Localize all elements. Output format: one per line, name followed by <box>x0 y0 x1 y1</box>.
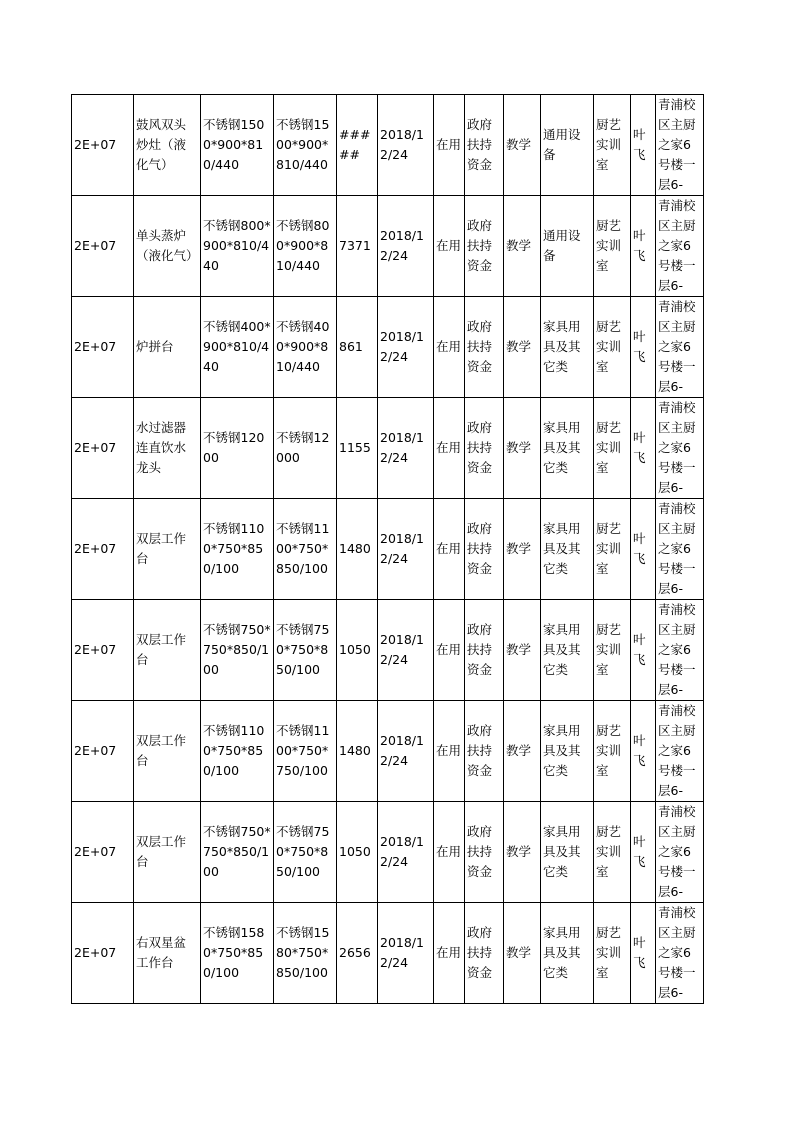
location-cell: 青浦校区主厨之家6号楼一层6- <box>656 903 704 1004</box>
usage-cell: 教学 <box>504 499 541 600</box>
location-cell: 青浦校区主厨之家6号楼一层6- <box>656 196 704 297</box>
funding-source-cell: 政府扶持资金 <box>465 802 504 903</box>
asset-id-cell: 2E+07 <box>72 196 134 297</box>
model-spec-cell: 不锈钢1100*750*750/100 <box>274 701 337 802</box>
model-spec-cell: 不锈钢400*900*810/440 <box>274 297 337 398</box>
material-spec-cell: 不锈钢750*750*850/100 <box>201 600 274 701</box>
location-cell: 青浦校区主厨之家6号楼一层6- <box>656 297 704 398</box>
acquired-date-cell: 2018/12/24 <box>378 499 434 600</box>
location-cell: 青浦校区主厨之家6号楼一层6- <box>656 600 704 701</box>
value-cell: 861 <box>337 297 378 398</box>
acquired-date-cell: 2018/12/24 <box>378 95 434 196</box>
acquired-date-cell: 2018/12/24 <box>378 297 434 398</box>
asset-id-cell: 2E+07 <box>72 398 134 499</box>
asset-name-cell: 双层工作台 <box>134 499 201 600</box>
usage-cell: 教学 <box>504 297 541 398</box>
status-cell: 在用 <box>434 196 465 297</box>
custodian-cell: 叶飞 <box>631 600 656 701</box>
material-spec-cell: 不锈钢12000 <box>201 398 274 499</box>
status-cell: 在用 <box>434 499 465 600</box>
status-cell: 在用 <box>434 297 465 398</box>
category-cell: 家具用具及其它类 <box>541 903 594 1004</box>
category-cell: 家具用具及其它类 <box>541 701 594 802</box>
asset-table-body <box>72 95 704 1004</box>
acquired-date-cell: 2018/12/24 <box>378 701 434 802</box>
value-cell: 1480 <box>337 499 378 600</box>
table-row <box>72 600 704 701</box>
location-cell: 青浦校区主厨之家6号楼一层6- <box>656 398 704 499</box>
material-spec-cell: 不锈钢1100*750*850/100 <box>201 499 274 600</box>
usage-cell: 教学 <box>504 701 541 802</box>
material-spec-cell: 不锈钢1580*750*850/100 <box>201 903 274 1004</box>
material-spec-cell: 不锈钢1100*750*850/100 <box>201 701 274 802</box>
custodian-cell: 叶飞 <box>631 701 656 802</box>
funding-source-cell: 政府扶持资金 <box>465 297 504 398</box>
department-cell: 厨艺实训室 <box>594 95 631 196</box>
department-cell: 厨艺实训室 <box>594 499 631 600</box>
funding-source-cell: 政府扶持资金 <box>465 95 504 196</box>
status-cell: 在用 <box>434 95 465 196</box>
value-cell: ##### <box>337 95 378 196</box>
material-spec-cell: 不锈钢1500*900*810/440 <box>201 95 274 196</box>
funding-source-cell: 政府扶持资金 <box>465 701 504 802</box>
asset-name-cell: 双层工作台 <box>134 802 201 903</box>
model-spec-cell: 不锈钢1580*750*850/100 <box>274 903 337 1004</box>
asset-id-cell: 2E+07 <box>72 701 134 802</box>
department-cell: 厨艺实训室 <box>594 297 631 398</box>
funding-source-cell: 政府扶持资金 <box>465 903 504 1004</box>
material-spec-cell: 不锈钢750*750*850/100 <box>201 802 274 903</box>
asset-id-cell: 2E+07 <box>72 499 134 600</box>
asset-id-cell: 2E+07 <box>72 802 134 903</box>
funding-source-cell: 政府扶持资金 <box>465 196 504 297</box>
category-cell: 通用设备 <box>541 95 594 196</box>
asset-id-cell: 2E+07 <box>72 903 134 1004</box>
department-cell: 厨艺实训室 <box>594 398 631 499</box>
custodian-cell: 叶飞 <box>631 903 656 1004</box>
material-spec-cell: 不锈钢400*900*810/440 <box>201 297 274 398</box>
value-cell: 1155 <box>337 398 378 499</box>
table-row <box>72 802 704 903</box>
category-cell: 通用设备 <box>541 196 594 297</box>
status-cell: 在用 <box>434 701 465 802</box>
category-cell: 家具用具及其它类 <box>541 398 594 499</box>
usage-cell: 教学 <box>504 600 541 701</box>
status-cell: 在用 <box>434 802 465 903</box>
usage-cell: 教学 <box>504 95 541 196</box>
usage-cell: 教学 <box>504 802 541 903</box>
custodian-cell: 叶飞 <box>631 802 656 903</box>
custodian-cell: 叶飞 <box>631 398 656 499</box>
table-row <box>72 499 704 600</box>
location-cell: 青浦校区主厨之家6号楼一层6- <box>656 95 704 196</box>
model-spec-cell: 不锈钢750*750*850/100 <box>274 600 337 701</box>
location-cell: 青浦校区主厨之家6号楼一层6- <box>656 802 704 903</box>
custodian-cell: 叶飞 <box>631 196 656 297</box>
custodian-cell: 叶飞 <box>631 499 656 600</box>
category-cell: 家具用具及其它类 <box>541 499 594 600</box>
location-cell: 青浦校区主厨之家6号楼一层6- <box>656 499 704 600</box>
category-cell: 家具用具及其它类 <box>541 600 594 701</box>
asset-table <box>71 94 704 1004</box>
value-cell: 1050 <box>337 802 378 903</box>
value-cell: 1050 <box>337 600 378 701</box>
category-cell: 家具用具及其它类 <box>541 802 594 903</box>
value-cell: 1480 <box>337 701 378 802</box>
department-cell: 厨艺实训室 <box>594 802 631 903</box>
usage-cell: 教学 <box>504 196 541 297</box>
department-cell: 厨艺实训室 <box>594 701 631 802</box>
model-spec-cell: 不锈钢12000 <box>274 398 337 499</box>
usage-cell: 教学 <box>504 903 541 1004</box>
model-spec-cell: 不锈钢1100*750*850/100 <box>274 499 337 600</box>
department-cell: 厨艺实训室 <box>594 196 631 297</box>
status-cell: 在用 <box>434 903 465 1004</box>
acquired-date-cell: 2018/12/24 <box>378 196 434 297</box>
table-row <box>72 701 704 802</box>
custodian-cell: 叶飞 <box>631 95 656 196</box>
status-cell: 在用 <box>434 398 465 499</box>
asset-name-cell: 单头蒸炉（液化气） <box>134 196 201 297</box>
status-cell: 在用 <box>434 600 465 701</box>
table-row <box>72 196 704 297</box>
asset-name-cell: 右双星盆工作台 <box>134 903 201 1004</box>
acquired-date-cell: 2018/12/24 <box>378 802 434 903</box>
funding-source-cell: 政府扶持资金 <box>465 398 504 499</box>
asset-id-cell: 2E+07 <box>72 297 134 398</box>
asset-name-cell: 炉拼台 <box>134 297 201 398</box>
model-spec-cell: 不锈钢750*750*850/100 <box>274 802 337 903</box>
value-cell: 2656 <box>337 903 378 1004</box>
usage-cell: 教学 <box>504 398 541 499</box>
table-row <box>72 903 704 1004</box>
acquired-date-cell: 2018/12/24 <box>378 398 434 499</box>
table-row <box>72 398 704 499</box>
table-row <box>72 95 704 196</box>
asset-name-cell: 双层工作台 <box>134 701 201 802</box>
asset-name-cell: 水过滤器连直饮水龙头 <box>134 398 201 499</box>
acquired-date-cell: 2018/12/24 <box>378 600 434 701</box>
funding-source-cell: 政府扶持资金 <box>465 600 504 701</box>
department-cell: 厨艺实训室 <box>594 903 631 1004</box>
custodian-cell: 叶飞 <box>631 297 656 398</box>
asset-id-cell: 2E+07 <box>72 95 134 196</box>
location-cell: 青浦校区主厨之家6号楼一层6- <box>656 701 704 802</box>
model-spec-cell: 不锈钢1500*900*810/440 <box>274 95 337 196</box>
asset-name-cell: 鼓风双头炒灶（液化气） <box>134 95 201 196</box>
model-spec-cell: 不锈钢800*900*810/440 <box>274 196 337 297</box>
funding-source-cell: 政府扶持资金 <box>465 499 504 600</box>
value-cell: 7371 <box>337 196 378 297</box>
category-cell: 家具用具及其它类 <box>541 297 594 398</box>
asset-name-cell: 双层工作台 <box>134 600 201 701</box>
material-spec-cell: 不锈钢800*900*810/440 <box>201 196 274 297</box>
department-cell: 厨艺实训室 <box>594 600 631 701</box>
acquired-date-cell: 2018/12/24 <box>378 903 434 1004</box>
table-row <box>72 297 704 398</box>
asset-id-cell: 2E+07 <box>72 600 134 701</box>
